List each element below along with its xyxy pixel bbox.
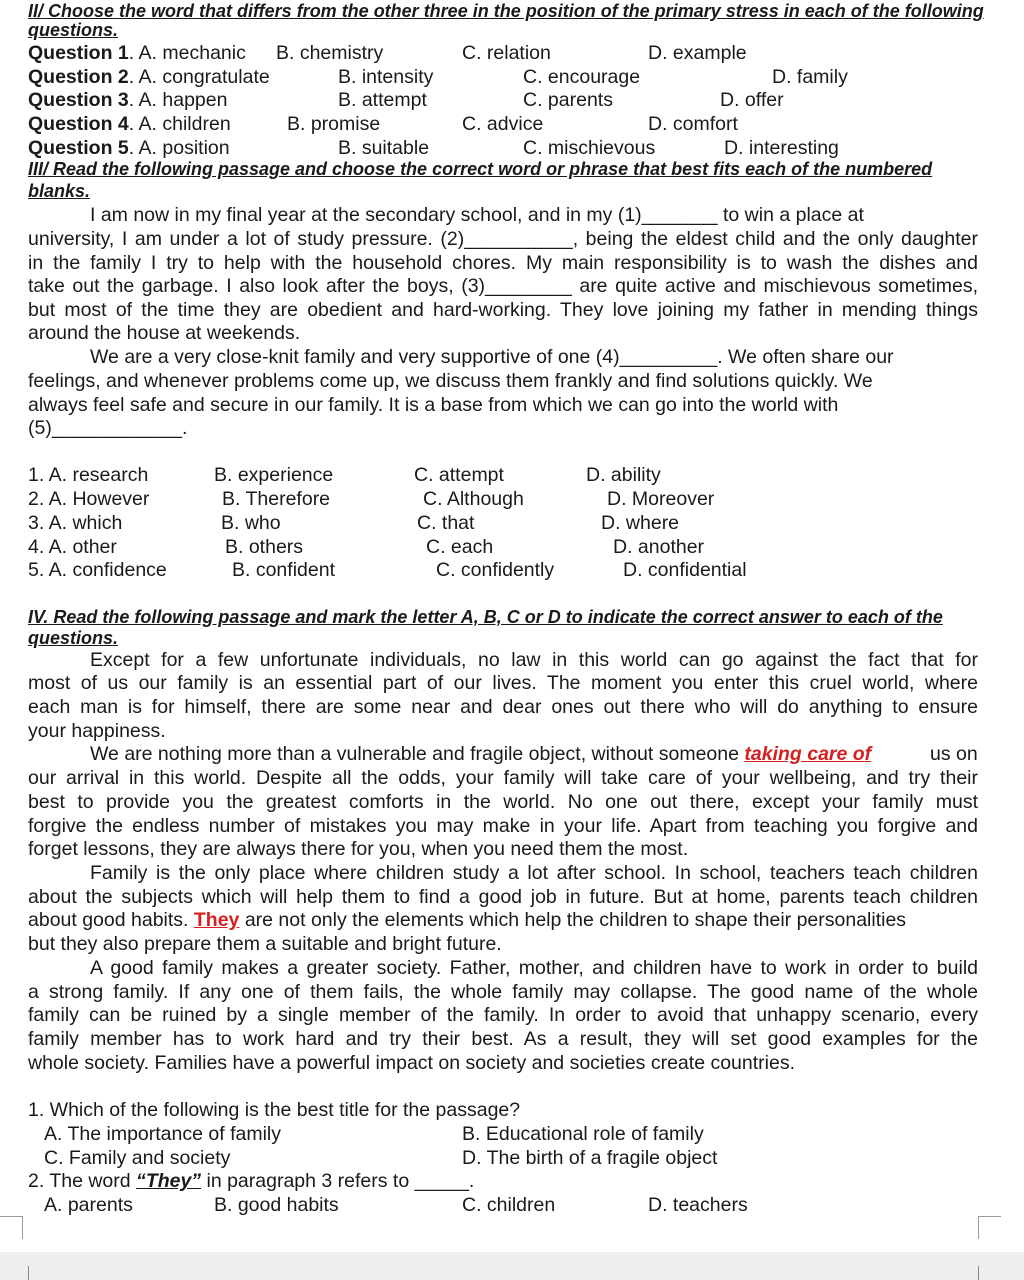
option-d: D. another — [613, 536, 705, 558]
passage-line: around the house at weekends. — [28, 322, 301, 344]
passage-line: always feel safe and secure in our family. It is a base from which we can go into the world with — [28, 394, 839, 416]
section-3-heading: III/ Read the following passage and choose the correct word or phrase that best fits each of the numbered — [28, 159, 933, 179]
passage-line: but they also prepare them a suitable and bright future. — [28, 933, 502, 955]
option-a: 2. A. However — [28, 488, 150, 510]
section-2-heading: II/ Choose the word that differs from the other three in the position of the primary stress in each of the following — [28, 1, 984, 21]
passage-line: about the subjects which will help them to find a good job in future. But at home, parents teach children — [28, 886, 978, 908]
passage-line: family can be ruined by a single member of the family. In order to avoid that unhappy scenario, every — [28, 1004, 978, 1026]
page-gap — [0, 1252, 1024, 1280]
section-2-heading-cont: questions. — [28, 20, 119, 40]
passage-line: but most of the time they are obedient and hard-working. They love joining my father in mending things — [28, 299, 978, 321]
highlighted-phrase: taking care of — [744, 743, 872, 765]
question-label: Question 5 — [28, 137, 129, 159]
passage-line: most of us our family is an essential part of our lives. The moment you enter this cruel world, where — [28, 672, 978, 694]
option-c: C. Family and society — [44, 1147, 231, 1169]
option-d: D. comfort — [648, 113, 738, 135]
passage-line — [28, 909, 906, 931]
option-c: C. that — [417, 512, 475, 534]
option-a: A. The importance of family — [44, 1123, 281, 1145]
option-b: B. chemistry — [276, 42, 384, 64]
text-segment: 2. The word — [28, 1170, 131, 1192]
option-c: C. advice — [462, 113, 544, 135]
question-label: Question 1 — [28, 42, 129, 64]
option-b: B. good habits — [214, 1194, 339, 1216]
passage-line: forgive the endless number of mistakes you may make in your life. Apart from teaching you forgive and — [28, 815, 978, 837]
passage-line: best to provide you the greatest comforts in the world. No one out there, except your family must — [28, 791, 978, 813]
option-c: C. Although — [423, 488, 524, 510]
option-a: . A. happen — [128, 89, 228, 111]
passage-line: (5)____________. — [28, 417, 188, 439]
option-a: 5. A. confidence — [28, 559, 167, 581]
option-b: B. Educational role of family — [462, 1123, 704, 1145]
option-a: . A. children — [128, 113, 231, 135]
option-b: B. others — [225, 536, 304, 558]
option-d: D. Moreover — [607, 488, 715, 510]
option-b: B. confident — [232, 559, 335, 581]
option-d: D. teachers — [648, 1194, 748, 1216]
highlighted-word: They — [193, 909, 240, 931]
passage-line — [90, 743, 978, 765]
option-d: D. family — [772, 66, 848, 88]
passage-line: Except for a few unfortunate individuals, no law in this world can go against the fact that for — [90, 649, 978, 671]
option-c: C. relation — [462, 42, 551, 64]
passage-line: each man is for himself, there are some near and dear ones out there who will do anything to ensure — [28, 696, 978, 718]
passage-line: feelings, and whenever problems come up, we discuss them frankly and find solutions quickly. We — [28, 370, 873, 392]
option-b: B. attempt — [338, 89, 427, 111]
option-a: A. parents — [44, 1194, 133, 1216]
option-d: D. ability — [586, 464, 661, 486]
text-segment: about good habits. — [28, 909, 189, 931]
option-d: D. offer — [720, 89, 784, 111]
passage-line: university, I am under a lot of study pressure. (2)__________, being the eldest child and the only daughter — [28, 228, 978, 250]
passage-line: family member has to work hard and try their best. As a result, they will set good examples for the — [28, 1028, 978, 1050]
text-segment: in paragraph 3 refers to _____. — [206, 1170, 475, 1192]
option-c: C. parents — [523, 89, 613, 111]
section-4-heading: IV. Read the following passage and mark the letter A, B, C or D to indicate the correct answer to each of the — [28, 607, 943, 627]
option-a: 1. A. research — [28, 464, 149, 486]
passage-line: whole society. Families have a powerful impact on society and societies create countries. — [28, 1052, 796, 1074]
question-stem — [28, 1170, 474, 1192]
option-b: B. suitable — [338, 137, 430, 159]
option-c: C. each — [426, 536, 494, 558]
passage-line: Family is the only place where children study a lot after school. In school, teachers teach children — [90, 862, 978, 884]
option-a: . A. congratulate — [128, 66, 270, 88]
text-segment: are not only the elements which help the children to shape their personalities — [244, 909, 907, 931]
option-d: D. example — [648, 42, 747, 64]
text-segment: us on — [930, 743, 978, 765]
next-page-edge-right — [978, 1266, 979, 1280]
option-b: B. who — [221, 512, 281, 534]
option-d: D. interesting — [724, 137, 839, 159]
option-a: . A. mechanic — [128, 42, 246, 64]
passage-line: A good family makes a greater society. Father, mother, and children have to work in order to build — [90, 957, 978, 979]
question-label: Question 3 — [28, 89, 129, 111]
text-segment: We are nothing more than a vulnerable and fragile object, without someone — [90, 743, 739, 765]
option-c: C. encourage — [523, 66, 641, 88]
option-d: D. where — [601, 512, 680, 534]
option-c: C. mischievous — [523, 137, 656, 159]
option-a: . A. position — [128, 137, 230, 159]
section-3-heading-cont: blanks. — [28, 181, 91, 201]
option-d: D. The birth of a fragile object — [462, 1147, 718, 1169]
option-b: B. experience — [214, 464, 334, 486]
option-c: C. confidently — [436, 559, 555, 581]
passage-line: your happiness. — [28, 720, 166, 742]
option-c: C. children — [462, 1194, 556, 1216]
option-a: 4. A. other — [28, 536, 117, 558]
option-a: 3. A. which — [28, 512, 123, 534]
question-stem: 1. Which of the following is the best title for the passage? — [28, 1099, 521, 1121]
question-label: Question 2 — [28, 66, 129, 88]
passage-line: take out the garbage. I also look after the boys, (3)________ are quite active and mischievous sometimes, — [28, 275, 978, 297]
option-c: C. attempt — [414, 464, 504, 486]
option-b: B. intensity — [338, 66, 434, 88]
passage-line: We are a very close-knit family and very supportive of one (4)_________. We often share our — [90, 346, 894, 368]
passage-line: I am now in my final year at the secondary school, and in my (1)_______ to win a place at — [90, 204, 864, 226]
section-4-heading-cont: questions. — [28, 628, 119, 648]
option-b: B. promise — [287, 113, 381, 135]
passage-line: a strong family. If any one of them fails, the whole family may collapse. The good name of the whole — [28, 981, 978, 1003]
passage-line: in the family I try to help with the household chores. My main responsibility is to wash the dishes and — [28, 252, 978, 274]
option-d: D. confidential — [623, 559, 747, 581]
next-page-edge-left — [28, 1266, 29, 1280]
option-b: B. Therefore — [222, 488, 331, 510]
page-corner-mark-left — [0, 1216, 23, 1239]
passage-line: our arrival in this world. Despite all the odds, your family will take care of your wellbeing, and try their — [28, 767, 978, 789]
page-corner-mark-right — [978, 1216, 1001, 1239]
quoted-word: “They” — [136, 1170, 202, 1192]
question-label: Question 4 — [28, 113, 129, 135]
passage-line: forget lessons, they are always there for you, when you need them the most. — [28, 838, 689, 860]
